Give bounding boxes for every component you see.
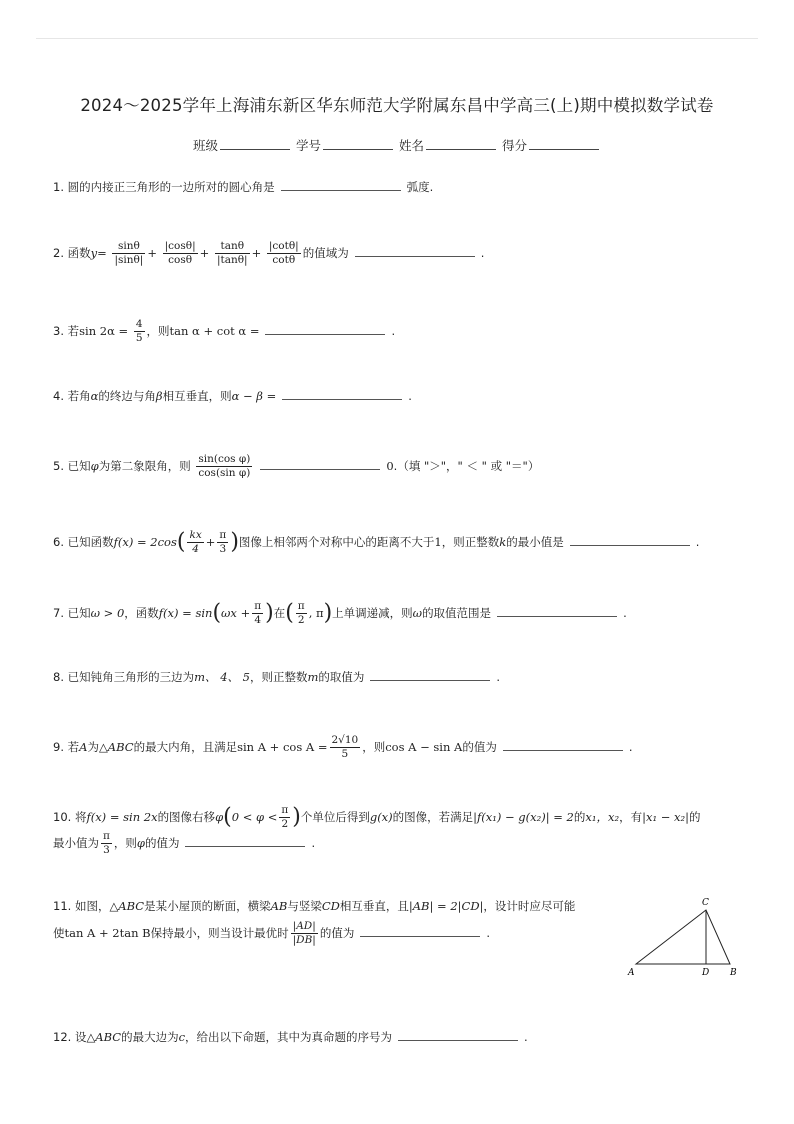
question-number: 4. (53, 389, 64, 403)
answer-blank[interactable] (370, 668, 490, 681)
answer-blank[interactable] (398, 1028, 518, 1041)
fraction: $\frac{4}{5}$ (135, 318, 143, 344)
fraction: $\frac{kx}{4}$ (189, 529, 202, 555)
fraction: $\frac{|\cot\theta|}{\cot\theta}$ (268, 240, 299, 266)
highlighted-term: 真命题 (311, 1030, 347, 1044)
score-blank[interactable] (529, 138, 599, 150)
triangle-figure (620, 894, 750, 984)
fraction: $\frac{\pi}{4}$ (254, 600, 262, 626)
fraction: $\frac{|\cos\theta|}{\cos\theta}$ (164, 240, 196, 266)
question-number: 3. (53, 324, 64, 338)
answer-blank[interactable] (260, 457, 380, 470)
question-number: 12. (53, 1030, 72, 1044)
answer-blank[interactable] (360, 924, 480, 937)
math-expr: tan A + 2tan B (64, 926, 151, 940)
question-number: 2. (53, 246, 64, 260)
question-11-line-2: 使tan A + 2tan B保持最小，则当设计最优时 $\frac{|AD|}{|DB|}$ 的值为 . (53, 920, 490, 946)
fraction: $\frac{\pi}{2}$ (281, 804, 289, 830)
question-text: 圆的内接正三角形的一边所对的圆心角是 (67, 180, 275, 194)
score-label: 得分 (501, 138, 527, 153)
math-op: = (97, 246, 107, 260)
question-number: 10. (53, 810, 72, 824)
math-expr: tan α + cot α = (169, 324, 260, 338)
question-number: 11. (53, 899, 72, 913)
question-4: 4. 若角α的终边与角β相互垂直，则α − β = . (53, 389, 412, 403)
math-expr: f(x) = 2cos (113, 535, 177, 549)
question-number: 7. (53, 606, 64, 620)
point-b-label: B (730, 968, 737, 978)
fraction: $\frac{|AD|}{|DB|}$ (292, 920, 316, 946)
answer-blank[interactable] (185, 834, 305, 847)
fraction: $\frac{\text{sin(cos φ)}}{\text{cos(sin φ)}}$ (198, 453, 251, 479)
question-6: 6. 已知函数f(x) = 2cos( $\frac{kx}{4}$ + $\frac{\pi}{3}$ )图像上相邻两个对称中心的距离不大于1，则正整数k的最小值是 . (53, 529, 700, 555)
question-number: 9. (53, 740, 64, 754)
question-12: 12. 设△ABC的最大边为c，给出以下命题，其中为真命题的序号为 . (53, 1030, 528, 1044)
question-10-line-2: 最小值为 $\frac{\pi}{3}$ ，则φ的值为 . (53, 830, 316, 856)
question-number: 5. (53, 459, 64, 473)
math-var: y (90, 246, 98, 260)
number-blank[interactable] (323, 138, 393, 150)
question-number: 6. (53, 535, 64, 549)
name-blank[interactable] (426, 138, 496, 150)
question-11: 11. 如图，△ABC是某小屋顶的断面，横梁AB与竖梁CD相互垂直，且|AB| = 2|CD|，设计时应尽可能 (53, 899, 576, 913)
fraction: $\frac{\pi}{3}$ (219, 529, 227, 555)
answer-blank[interactable] (503, 738, 623, 751)
question-8: 8. 已知钝角三角形的三边为m、 4、 5，则正整数m的取值为 . (53, 670, 501, 684)
math-expr: f(x) = sin (158, 606, 213, 620)
answer-blank[interactable] (265, 322, 385, 335)
class-blank[interactable] (220, 138, 290, 150)
top-divider (36, 38, 758, 39)
class-label: 班级 (192, 138, 218, 153)
fraction: $\frac{\pi}{2}$ (297, 600, 305, 626)
question-2: 2. 函数y= $\frac{\sin\theta}{|\sin\theta|}$ + $\frac{|\cos\theta|}{\cos\theta}$ + $\frac{\tan\theta}{|\tan\theta|}$ + $\frac{|\cot\theta|}{\cot\theta}$ 的值域为 . (53, 240, 485, 266)
question-7: 7. 已知ω > 0，函数f(x) = sin(ωx + $\frac{\pi}{4}$ )在( $\frac{\pi}{2}$ , π)上单调递减，则ω的取值范围是 . (53, 600, 627, 626)
math-expr: m、 4、 5 (194, 670, 250, 684)
math-expr: α − β = (231, 389, 277, 403)
fraction: $\frac{\sin\theta}{|\sin\theta|}$ (114, 240, 144, 266)
answer-blank[interactable] (281, 178, 401, 191)
question-3: 3. 若sin 2α = $\frac{4}{5}$ ，则tan α + cot α = . (53, 318, 396, 344)
number-label: 学号 (295, 138, 321, 153)
question-text: 的值域为 (302, 246, 349, 260)
question-number: 8. (53, 670, 64, 684)
question-suffix: 弧度. (406, 180, 434, 194)
question-1 (53, 178, 433, 196)
math-expr: sin A + cos A = (237, 740, 328, 754)
fraction: $\frac{2√10}{5}$ (331, 734, 359, 760)
student-info-bar (0, 136, 794, 154)
answer-blank[interactable] (282, 387, 402, 400)
math-expr: f(x) = sin 2x (86, 810, 158, 824)
point-c-label: C (702, 898, 709, 908)
question-9: 9. 若A为△ABC的最大内角，且满足sin A + cos A = $\frac{2√10}{5}$ ，则cos A − sin A的值为 . (53, 734, 633, 760)
fraction: $\frac{\tan\theta}{|\tan\theta|}$ (216, 240, 248, 266)
question-10: 10. 将f(x) = sin 2x的图像右移φ(0 < φ < $\frac{\pi}{2}$ )个单位后得到g(x)的图像，若满足|f(x₁) − g(x₂)| = 2的x₁，x₂，有|x₁ − x₂|的 (53, 804, 701, 830)
answer-blank[interactable] (570, 533, 690, 546)
point-a-label: A (628, 968, 635, 978)
question-number: 1. (53, 180, 64, 194)
point-d-label: D (702, 968, 710, 978)
name-label: 姓名 (398, 138, 424, 153)
answer-blank[interactable] (497, 604, 617, 617)
answer-blank[interactable] (355, 244, 475, 257)
page-title: 2024～2025学年上海浦东新区华东师范大学附属东昌中学高三(上)期中模拟数学试卷 (80, 96, 714, 115)
fraction: $\frac{\pi}{3}$ (103, 830, 110, 856)
question-5: 5. 已知φ为第二象限角，则 $\frac{\text{sin(cos φ)}}{\text{cos(sin φ)}}$ 0.（填 "＞"，" ＜ " 或 "＝"） (53, 453, 540, 479)
math-expr: sin 2α = (79, 324, 129, 338)
question-text: 函数 (67, 246, 91, 260)
